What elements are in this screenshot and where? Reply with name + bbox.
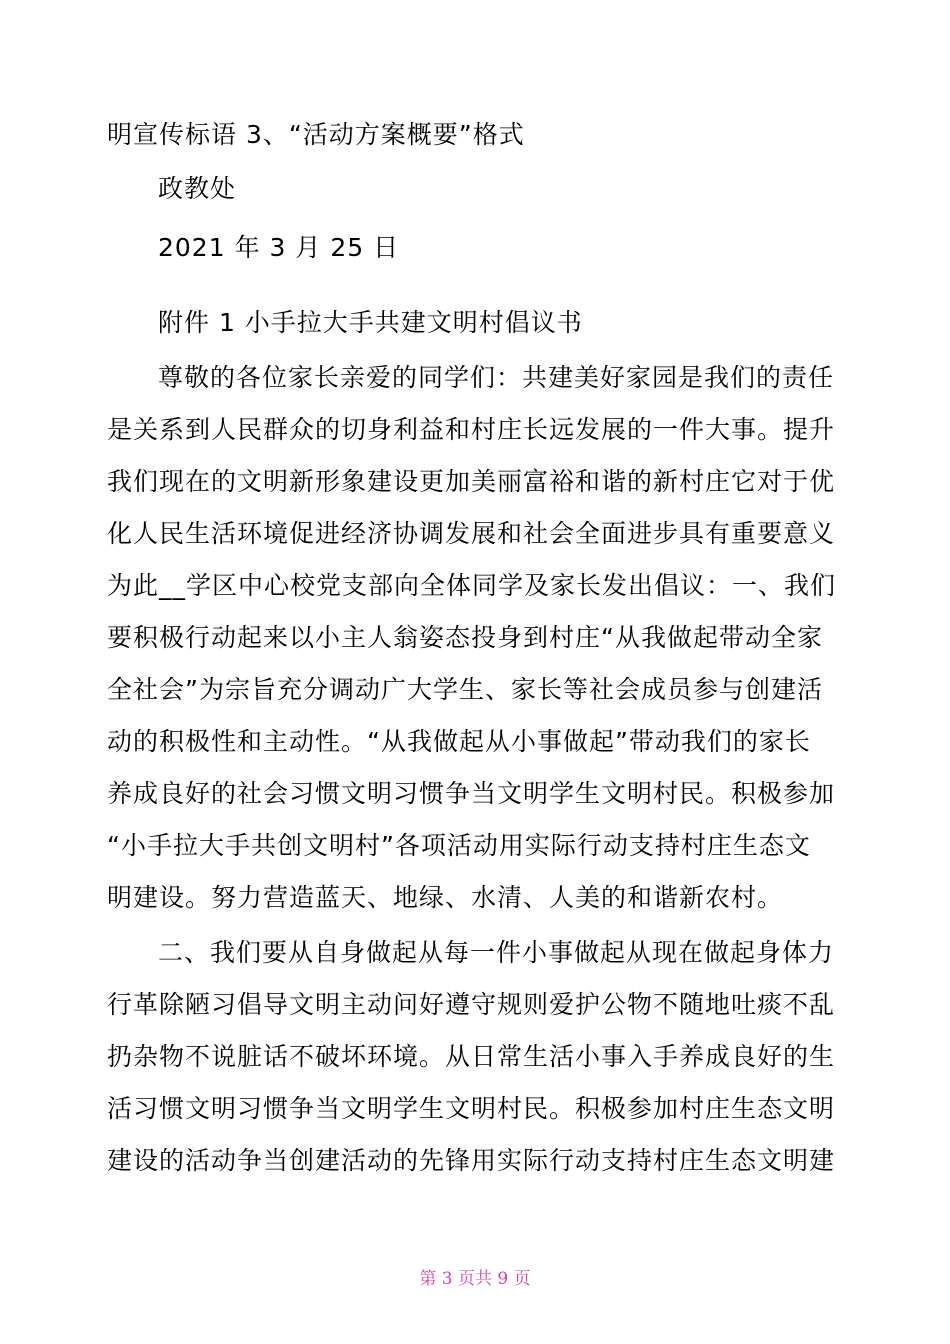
text-line-20: 建设的活动争当创建活动的先锋用实际行动支持村庄生态文明建 [107,1146,836,1175]
text-line-9: 为此__学区中心校党支部向全体同学及家长发出倡议：一、我们 [107,571,837,600]
department-line: 政教处 [158,174,237,203]
text-line-16: 二、我们要从自身做起从每一件小事做起从现在做起身体力 [158,938,835,967]
text-line-13: 养成良好的社会习惯文明习惯争当文明学生文明村民。积极参加 [107,779,836,808]
text-line-10: 要积极行动起来以小主人翁姿态投身到村庄“从我做起带动全家 [107,623,823,652]
text-line-6: 是关系到人民群众的切身利益和村庄长远发展的一件大事。提升 [107,415,836,444]
text-line-15: 明建设。努力营造蓝天、地绿、水清、人美的和谐新农村。 [107,883,784,912]
text-line-8: 化人民生活环境促进经济协调发展和社会全面进步具有重要意义 [107,519,836,548]
text-line-14: “小手拉大手共创文明村”各项活动用实际行动支持村庄生态文 [107,831,811,860]
text-line-11: 全社会”为宗旨充分调动广大学生、家长等社会成员参与创建活 [107,675,823,704]
attachment-title: 附件 1 小手拉大手共建文明村倡议书 [158,308,583,337]
text-line-1: 明宣传标语 3、“活动方案概要”格式 [107,120,525,149]
text-line-17: 行革除陋习倡导文明主动问好遵守规则爱护公物不随地吐痰不乱 [107,990,836,1019]
page-number-footer: 第 3 页共 9 页 [419,1269,531,1289]
text-line-18: 扔杂物不说脏话不破坏环境。从日常生活小事入手养成良好的生 [107,1042,836,1071]
text-line-7: 我们现在的文明新形象建设更加美丽富裕和谐的新村庄它对于优 [107,467,836,496]
date-line: 2021 年 3 月 25 日 [158,233,400,262]
text-line-12: 动的积极性和主动性。“从我做起从小事做起”带动我们的家长 [107,727,811,756]
text-line-5: 尊敬的各位家长亲爱的同学们：共建美好家园是我们的责任 [158,363,835,392]
text-line-19: 活习惯文明习惯争当文明学生文明村民。积极参加村庄生态文明 [107,1094,836,1123]
